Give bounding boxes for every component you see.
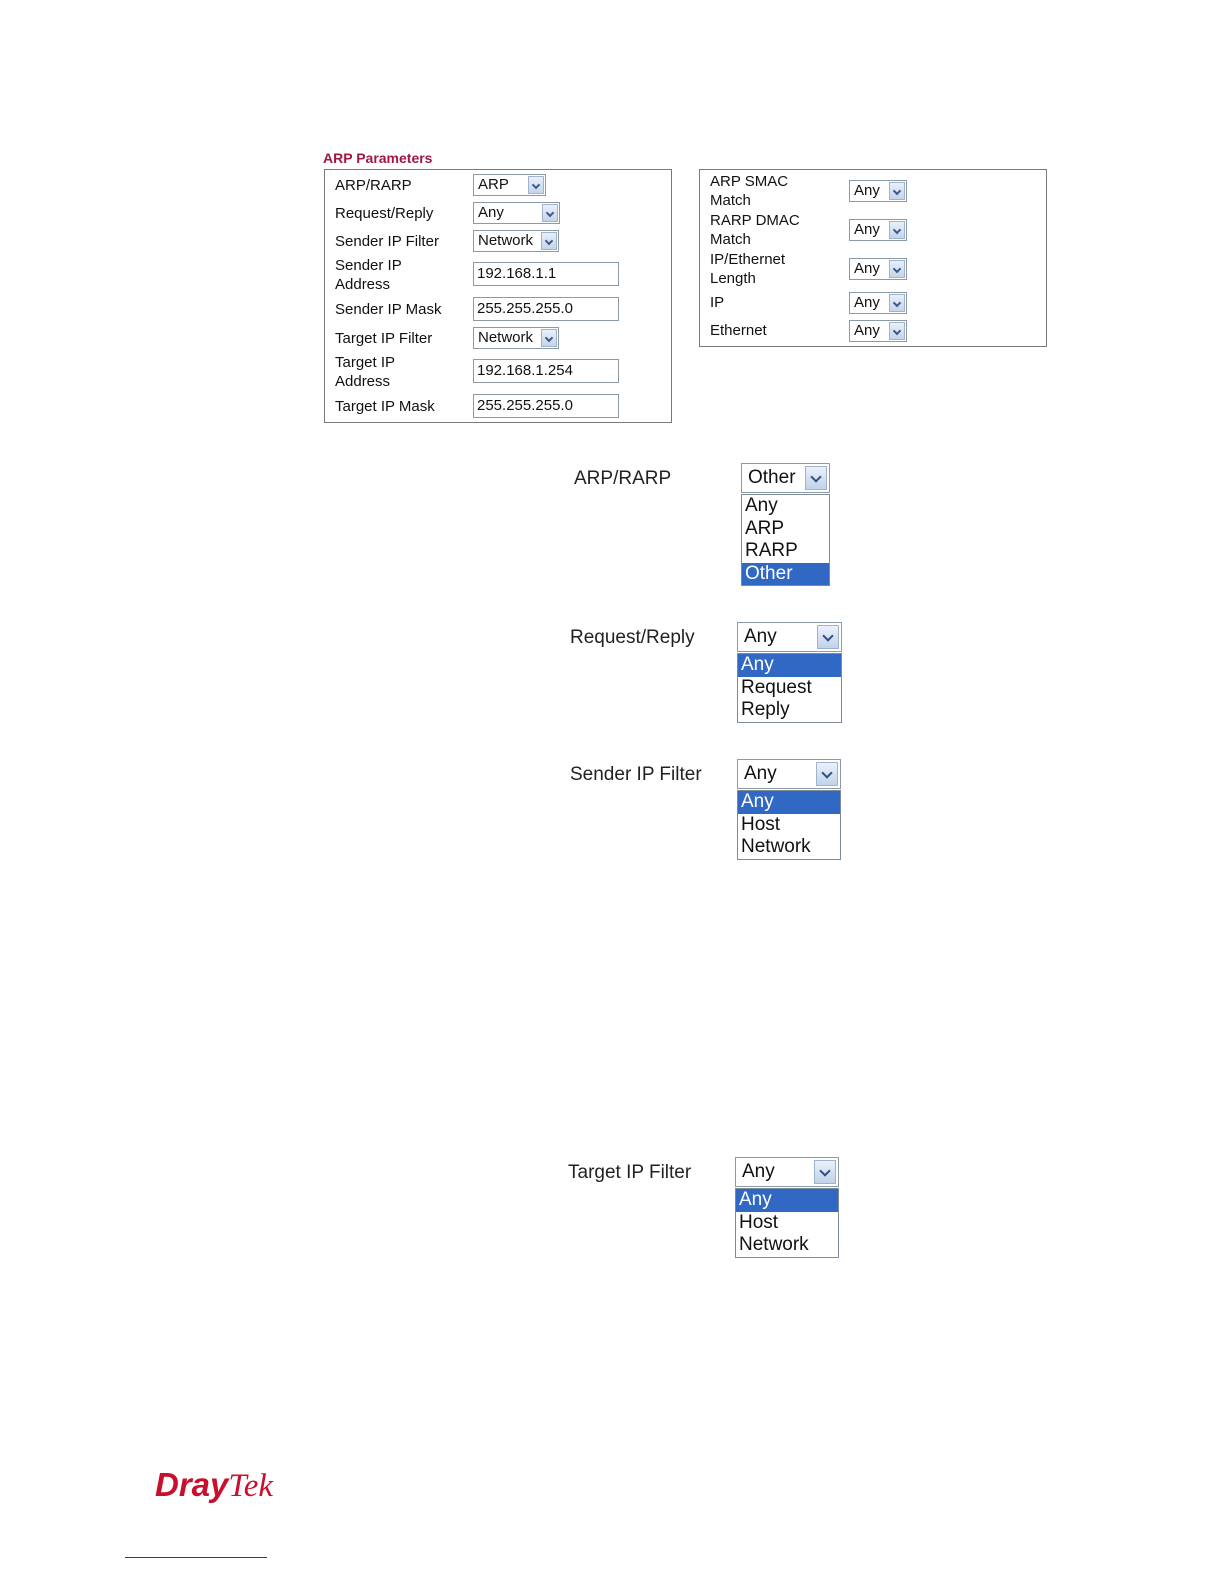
- chevron-down-icon[interactable]: [889, 260, 905, 278]
- target-ip-filter-dropdown-selected: Any: [742, 1161, 775, 1182]
- arp-rarp-dropdown-selected: Other: [748, 467, 796, 488]
- arp-rarp-dropdown-select[interactable]: [741, 463, 830, 493]
- chevron-down-icon[interactable]: [542, 204, 558, 222]
- target-ip-filter-dropdown-select[interactable]: [735, 1157, 839, 1187]
- chevron-down-icon[interactable]: [889, 221, 905, 239]
- rarp-dmac-match-label-line2: Match: [710, 231, 751, 248]
- logo-tek-text: Tek: [228, 1468, 274, 1504]
- sender-ip-filter-dropdown-select[interactable]: [737, 759, 841, 789]
- chevron-down-icon[interactable]: [805, 466, 827, 490]
- section-title: ARP Parameters: [323, 150, 433, 166]
- chevron-down-icon[interactable]: [541, 329, 557, 347]
- target-ip-filter-dropdown-options: [735, 1188, 839, 1258]
- sender-ip-mask-input[interactable]: 255.255.255.0: [473, 297, 619, 321]
- ip-label: IP: [710, 294, 725, 311]
- sender-ip-filter-select[interactable]: [473, 230, 559, 252]
- ip-select-value: Any: [854, 294, 880, 311]
- arp-smac-match-label-line2: Match: [710, 192, 751, 209]
- rarp-dmac-match-select[interactable]: [849, 219, 907, 241]
- arp-rarp-dropdown-options: [741, 494, 830, 586]
- chevron-down-icon[interactable]: [889, 182, 905, 200]
- target-ip-address-label-line2: Address: [335, 373, 391, 390]
- request-reply-dropdown-select[interactable]: [737, 622, 842, 652]
- ethernet-select[interactable]: [849, 320, 907, 342]
- ip-select[interactable]: [849, 292, 907, 314]
- sender-ip-filter-dropdown[interactable]: [737, 759, 841, 860]
- dropdown-option[interactable]: Reply: [741, 699, 790, 720]
- sender-ip-filter-label: Sender IP Filter: [335, 233, 439, 250]
- ip-ethernet-length-label-line2: Length: [710, 270, 756, 287]
- sender-ip-address-label-line1: Sender IP: [335, 257, 402, 274]
- target-ip-mask-input[interactable]: 255.255.255.0: [473, 394, 619, 418]
- rarp-dmac-match-label-line1: RARP DMAC: [710, 212, 800, 229]
- arp-smac-match-select-value: Any: [854, 182, 880, 199]
- dropdown-option[interactable]: Host: [739, 1211, 779, 1233]
- dropdown-option[interactable]: RARP: [745, 540, 798, 561]
- dropdown-option-highlighted[interactable]: Any: [736, 1189, 838, 1212]
- chevron-down-icon[interactable]: [817, 625, 839, 649]
- arp-rarp-select[interactable]: [473, 174, 546, 196]
- ethernet-label: Ethernet: [710, 322, 767, 339]
- chevron-down-icon[interactable]: [528, 176, 544, 194]
- target-ip-mask-label: Target IP Mask: [335, 398, 435, 415]
- ip-ethernet-length-select-value: Any: [854, 260, 880, 277]
- arp-smac-match-label-line1: ARP SMAC: [710, 173, 789, 190]
- sender-ip-filter-dropdown-selected: Any: [744, 763, 777, 784]
- arp-rarp-select-value: ARP: [478, 176, 509, 193]
- sender-ip-address-input[interactable]: 192.168.1.1: [473, 262, 619, 286]
- dropdown-option[interactable]: Any: [745, 495, 778, 516]
- target-ip-address-label-line1: Target IP: [335, 354, 396, 371]
- chevron-down-icon[interactable]: [816, 762, 838, 786]
- ip-ethernet-length-label-line1: IP/Ethernet: [710, 251, 786, 268]
- target-ip-filter-dropdown-label: Target IP Filter: [568, 1162, 692, 1183]
- arp-rarp-dropdown[interactable]: [741, 463, 830, 587]
- ip-ethernet-length-select[interactable]: [849, 258, 907, 280]
- request-reply-label: Request/Reply: [335, 205, 434, 222]
- draytek-logo: [155, 1466, 273, 1505]
- sender-ip-address-label-line2: Address: [335, 276, 391, 293]
- sender-ip-filter-dropdown-options: [737, 790, 841, 860]
- request-reply-select-value: Any: [478, 204, 504, 221]
- footer-divider: [125, 1557, 267, 1558]
- dropdown-option[interactable]: Network: [741, 836, 811, 857]
- sender-ip-mask-label: Sender IP Mask: [335, 301, 442, 318]
- arp-parameters-right-panel: [699, 169, 1047, 347]
- dropdown-option[interactable]: Host: [741, 813, 781, 835]
- chevron-down-icon[interactable]: [541, 232, 557, 250]
- request-reply-select[interactable]: [473, 202, 560, 224]
- rarp-dmac-match-select-value: Any: [854, 221, 880, 238]
- logo-dray-text: Dray: [155, 1466, 229, 1503]
- request-reply-dropdown-options: [737, 653, 842, 723]
- request-reply-dropdown[interactable]: [737, 622, 842, 723]
- arp-rarp-label: ARP/RARP: [335, 177, 412, 194]
- target-ip-address-input[interactable]: 192.168.1.254: [473, 359, 619, 383]
- target-ip-filter-label: Target IP Filter: [335, 330, 433, 347]
- request-reply-dropdown-label: Request/Reply: [570, 627, 695, 648]
- dropdown-option[interactable]: ARP: [745, 517, 785, 539]
- ethernet-select-value: Any: [854, 322, 880, 339]
- chevron-down-icon[interactable]: [889, 322, 905, 340]
- request-reply-dropdown-selected: Any: [744, 626, 777, 647]
- dropdown-option[interactable]: Network: [739, 1234, 809, 1255]
- arp-parameters-left-panel: [324, 169, 672, 423]
- chevron-down-icon[interactable]: [889, 294, 905, 312]
- dropdown-option-highlighted[interactable]: Any: [738, 791, 840, 814]
- target-ip-filter-dropdown[interactable]: [735, 1157, 839, 1258]
- target-ip-filter-select[interactable]: [473, 327, 559, 349]
- target-ip-filter-select-value: Network: [478, 329, 534, 346]
- sender-ip-filter-select-value: Network: [478, 232, 534, 249]
- arp-smac-match-select[interactable]: [849, 180, 907, 202]
- dropdown-option-highlighted[interactable]: Any: [738, 654, 841, 677]
- dropdown-option-highlighted[interactable]: Other: [742, 563, 829, 586]
- sender-ip-filter-dropdown-label: Sender IP Filter: [570, 764, 702, 785]
- dropdown-option[interactable]: Request: [741, 676, 812, 698]
- chevron-down-icon[interactable]: [814, 1160, 836, 1184]
- arp-rarp-dropdown-label: ARP/RARP: [574, 468, 672, 489]
